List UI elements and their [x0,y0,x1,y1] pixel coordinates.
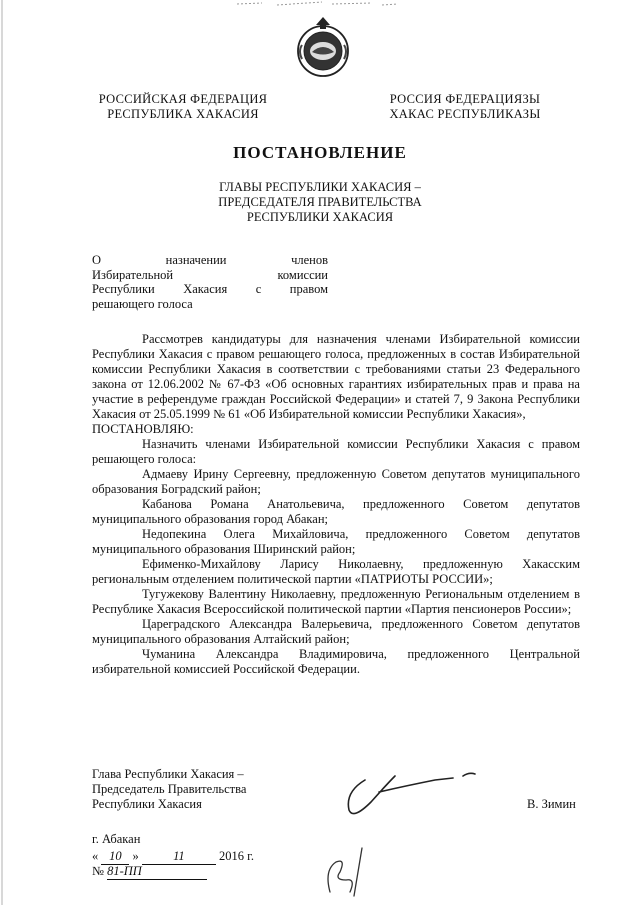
header-left [88,92,278,122]
decree-word: ПОСТАНОВЛЯЮ: [92,422,194,436]
subtitle-line2: ПРЕДСЕДАТЕЛЯ ПРАВИТЕЛЬСТВА [218,195,422,209]
signer-position-line2: Председатель Правительства [92,782,247,796]
signer-position [92,767,292,812]
preamble-paragraph: Рассмотрев кандидатуры для назначения членами Избирательной комиссии Республики Хакасия с правом решающего голоса, предложенных в состав Избирательной комиссии Республики Хакасия в соответствии с требованиями статьи 23 Федерального закона от 12.06.2002 № 67-ФЗ «Об основных гарантиях избирательных прав и права на участие в референдуме граждан Российской Федерации» и статей 7, 9 Закона Республики Хакасия от 25.05.1999 № 61 «Об Избирательной комиссии Республики Хакасия», [92,332,580,421]
header-right [370,92,560,122]
date-day: 10 [101,849,129,865]
date-open-quote: « [92,849,99,863]
emblem-icon [294,15,352,79]
scan-edge-artifact [0,0,5,905]
number-prefix: № [92,864,104,878]
document-title: ПОСТАНОВЛЕНИЕ [233,143,407,162]
document-subtitle [160,180,480,225]
signer-position-line1: Глава Республики Хакасия – [92,767,244,781]
subject-line3: Республики Хакасия с правом [92,282,328,296]
header-right-line1: РОССИЯ ФЕДЕРАЦИЯЗЫ [389,92,541,106]
subtitle-line1: ГЛАВЫ РЕСПУБЛИКИ ХАКАСИЯ – [219,180,421,194]
date-close-quote: » [132,849,139,863]
signer-name: В. Зимин [527,797,576,811]
subject-line1: О назначении членов [92,253,328,267]
member-paragraph: Чуманина Александра Владимировича, предложенного Центральной избирательной комиссией Российской Федерации. [92,647,580,676]
issue-date [92,849,254,865]
member-paragraph: Цареградского Александра Валерьевича, предложенного Советом депутатов муниципального образования Алтайский район; [92,617,580,646]
header-right-line2: ХАКАС РЕСПУБЛИКАЗЫ [389,107,541,121]
header-left-line2: РЕСПУБЛИКА ХАКАСИЯ [107,107,259,121]
member-paragraph: Адмаеву Ирину Сергеевну, предложенную Советом депутатов муниципального образования Боградский район; [92,467,580,496]
coat-of-arms-emblem [294,15,352,79]
member-paragraph: Ефименко-Михайлову Ларису Николаевну, предложенную Хакасским региональным отделением политической партии «ПАТРИОТЫ РОССИИ»; [92,557,580,586]
member-paragraph: Недопекина Олега Михайловича, предложенного Советом депутатов муниципального образования Ширинский район; [92,527,580,556]
appoint-paragraph: Назначить членами Избирательной комиссии Республики Хакасия с правом решающего голоса: [92,437,580,466]
subtitle-line3: РЕСПУБЛИКИ ХАКАСИЯ [246,210,394,224]
number-value: 81-ПП [107,864,207,880]
document-number [92,864,207,880]
scan-noise-artifact [232,0,402,8]
subject-line4: решающего голоса [92,296,193,311]
date-year: 2016 г. [219,849,254,863]
signer-position-line3: Республики Хакасия [92,797,202,811]
member-paragraph: Кабанова Романа Анатольевича, предложенного Советом депутатов муниципального образования город Абакан; [92,497,580,526]
subject-line2: Избирательной комиссии [92,267,328,282]
document-subject [92,253,328,311]
issue-place: г. Абакан [92,832,141,846]
member-paragraph: Тугужекову Валентину Николаевну, предложенную Региональным отделением в Республике Хакасия Всероссийской политической партии «Партия пенсионеров России»; [92,587,580,616]
document-body [92,332,580,677]
handwritten-initials [310,840,390,900]
date-month: 11 [142,849,216,865]
header-left-line1: РОССИЙСКАЯ ФЕДЕРАЦИЯ [98,92,268,106]
handwritten-signature [335,762,495,822]
